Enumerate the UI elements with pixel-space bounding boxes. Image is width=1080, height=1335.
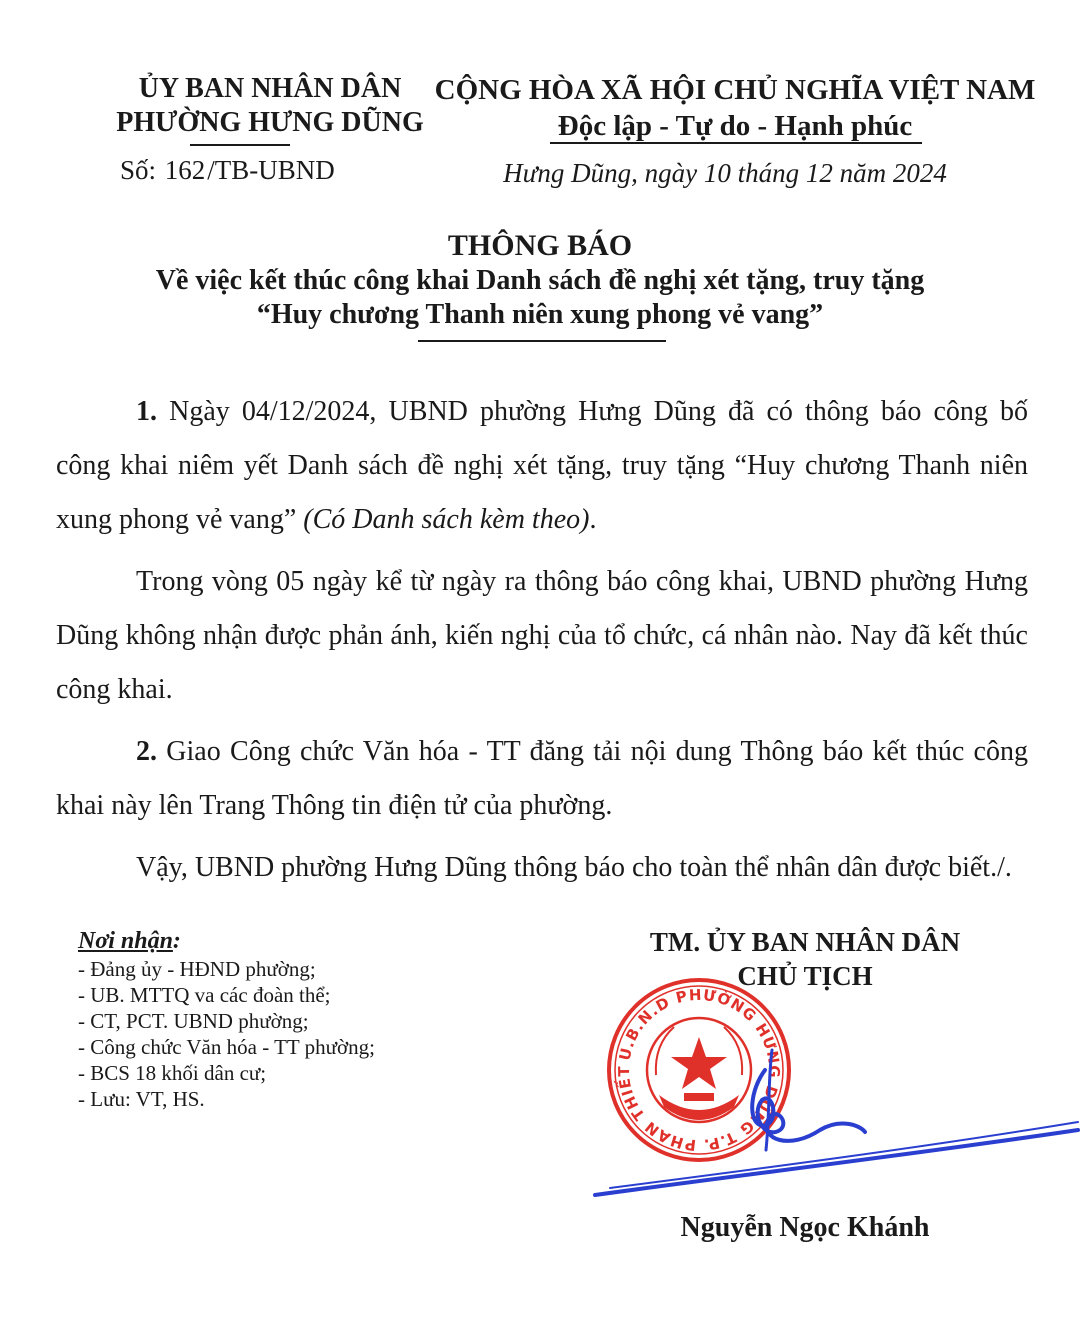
recipients-block — [78, 926, 498, 1112]
paragraph-1-text: Ngày 04/12/2024, UBND phường Hưng Dũng đã có thông báo công bố công khai niêm yết Danh sách đề nghị xét tặng, truy tặng “Huy chương Thanh niên xung phong vẻ vang” — [56, 396, 1028, 535]
motto-underline — [550, 142, 922, 144]
paragraph-2: Trong vòng 05 ngày kể từ ngày ra thông báo công khai, UBND phường Hưng Dũng không nhận được phản ánh, kiến nghị của tổ chức, cá nhân nào. Nay đã kết thúc công khai. — [56, 566, 1028, 705]
list-item: - BCS 18 khối dân cư; — [78, 1061, 267, 1085]
recipients-heading — [78, 926, 498, 956]
list-item: - Công chức Văn hóa - TT phường; — [78, 1035, 375, 1059]
paragraph-3 — [56, 725, 1028, 833]
seal-ring-text: U.B.N.D PHƯỜNG HƯNG DŨNG T.P. PHAN THIẾT — [614, 985, 784, 1155]
org-name-line2: PHƯỜNG HƯNG DŨNG — [116, 107, 424, 138]
paragraph-1-number: 1. — [136, 396, 157, 427]
signer-position: CHỦ TỊCH — [737, 961, 873, 991]
notice-subtitle: Về việc kết thúc công khai Danh sách đề nghị xét tặng, truy tặng — [155, 265, 925, 296]
nation-title: CỘNG HÒA XÃ HỘI CHỦ NGHĨA VIỆT NAM — [434, 74, 1036, 106]
paragraph-1-end: . — [589, 504, 597, 535]
nation-motto: Độc lập - Tự do - Hạnh phúc — [557, 110, 913, 142]
doc-number-value: 162 — [164, 155, 206, 185]
paragraph-4: Vậy, UBND phường Hưng Dũng thông báo cho toàn thể nhân dân được biết./. — [136, 852, 1012, 883]
national-header — [430, 72, 1040, 144]
paragraph-1-italic: (Có Danh sách kèm theo) — [303, 504, 590, 535]
handwritten-signature-icon — [590, 1030, 1080, 1210]
recipients-list — [78, 956, 498, 1112]
issue-date: Hưng Dũng, ngày 10 tháng 12 năm 2024 — [503, 158, 947, 188]
notice-title-block — [60, 228, 1020, 332]
doc-number-prefix: Số: — [120, 155, 157, 185]
issuing-organization — [60, 72, 480, 140]
recipients-title: Nơi nhận — [78, 928, 173, 954]
org-name-line1: ỦY BAN NHÂN DÂN — [138, 73, 402, 104]
signer-authority: TM. ỦY BAN NHÂN DÂN — [649, 927, 961, 957]
doc-number-suffix: /TB-UBND — [207, 155, 335, 185]
notice-body — [56, 385, 1028, 895]
list-item: - CT, PCT. UBND phường; — [78, 1009, 309, 1033]
list-item: - UB. MTTQ va các đoàn thể; — [78, 983, 331, 1007]
list-item: - Đảng ủy - HĐND phường; — [78, 957, 316, 981]
paragraph-3-number: 2. — [136, 736, 157, 767]
recipients-colon: : — [172, 928, 181, 954]
paragraph-3-text: Giao Công chức Văn hóa - TT đăng tải nội dung Thông báo kết thúc công khai này lên Trang Thông tin điện tử của phường. — [56, 736, 1028, 821]
paragraph-1 — [56, 385, 1028, 547]
notice-subtitle-medal: “Huy chương Thanh niên xung phong vẻ vang” — [256, 299, 824, 330]
list-item: - Lưu: VT, HS. — [78, 1087, 205, 1111]
notice-title: THÔNG BÁO — [447, 229, 633, 262]
signer-name: Nguyễn Ngọc Khánh — [680, 1212, 930, 1243]
document-number — [120, 155, 335, 186]
title-underline — [418, 340, 666, 342]
org-underline — [190, 144, 290, 146]
